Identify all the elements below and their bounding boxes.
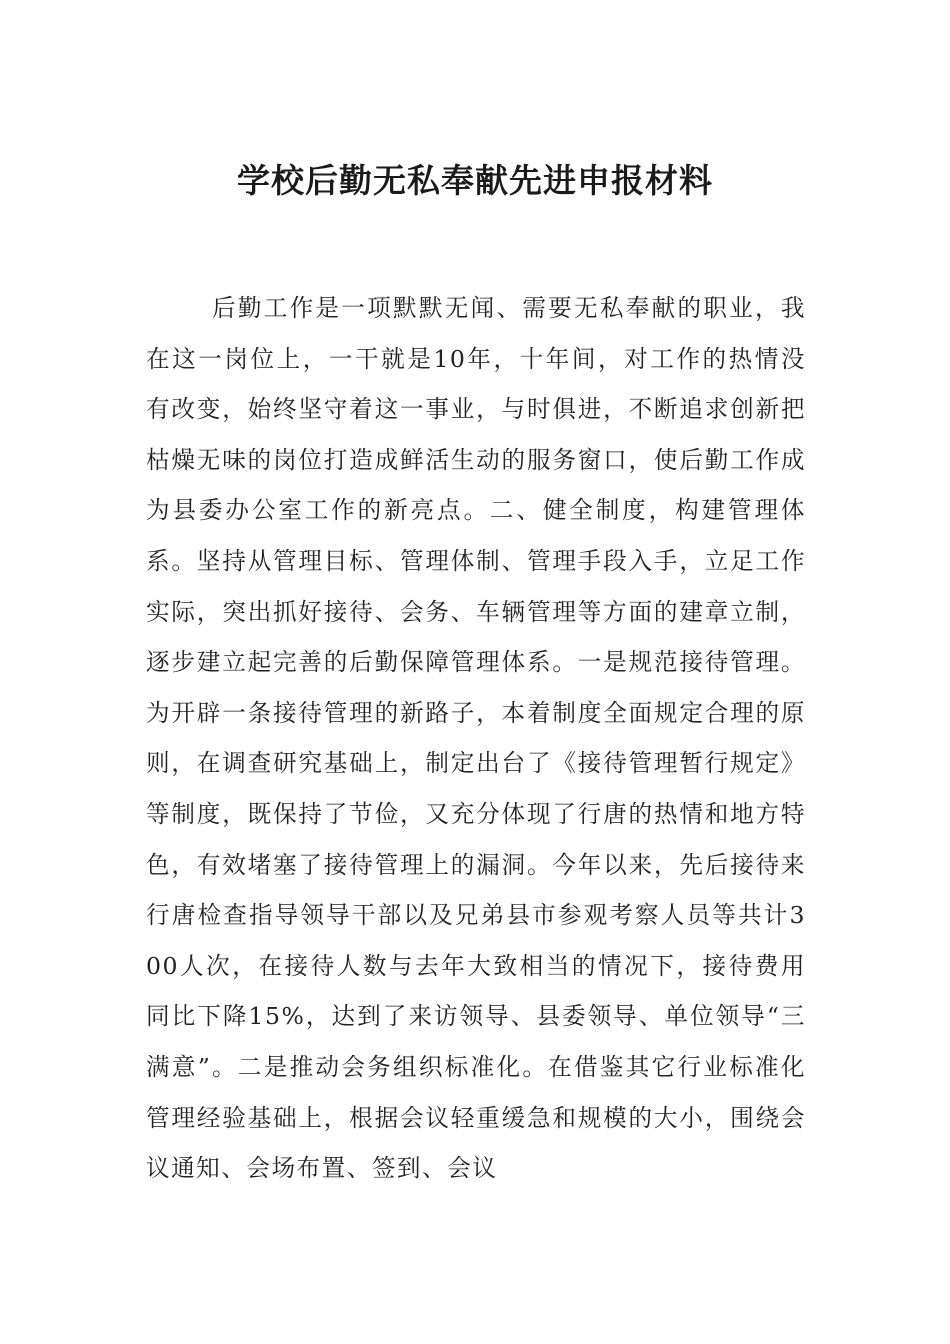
body-paragraph: 后勤工作是一项默默无闻、需要无私奉献的职业，我在这一岗位上，一干就是10年，十年间，对工作的热情没有改变，始终坚守着这一事业，与时俱进，不断追求创新把枯燥无味的岗位打造成鲜活生动的服务窗口，使后勤工作成为县委办公室工作的新亮点。二、健全制度，构建管理体系。坚持从管理目标、管理体制、管理手段入手，立足工作实际，突出抓好接待、会务、车辆管理等方面的建章立制，逐步建立起完善的后勤保障管理体系。一是规范接待管理。为开辟一条接待管理的新路子，本着制度全面规定合理的原则，在调查研究基础上，制定出台了《接待管理暂行规定》等制度，既保持了节俭，又充分体现了行唐的热情和地方特色，有效堵塞了接待管理上的漏洞。今年以来，先后接待来行唐检查指导领导干部以及兄弟县市参观考察人员等共计300人次，在接待人数与去年大致相当的情况下，接待费用同比下降15%，达到了来访领导、县委领导、单位领导“三满意”。二是推动会务组织标准化。在借鉴其它行业标准化管理经验基础上，根据会议轻重缓急和规模的大小，围绕会议通知、会场布置、签到、会议: [146, 294, 806, 1183]
document-title: 学校后勤无私奉献先进申报材料: [237, 161, 713, 200]
